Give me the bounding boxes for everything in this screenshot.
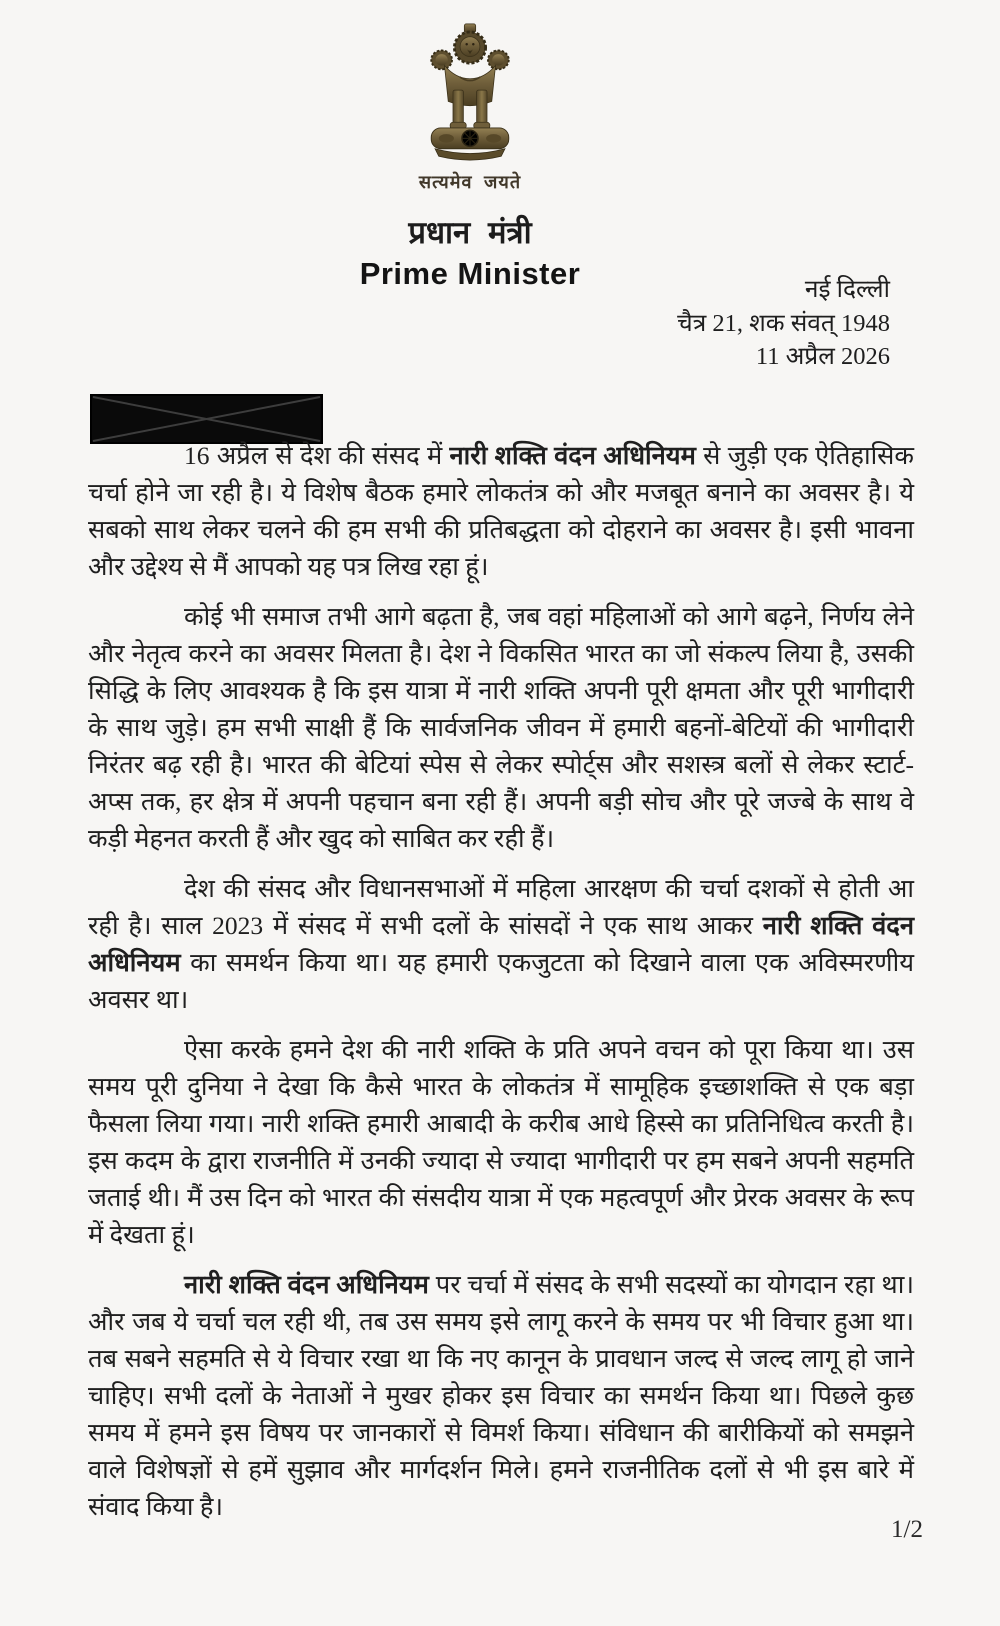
text-segment: का समर्थन किया था। यह हमारी एकजुटता को दिखाने वाला एक अविस्मरणीय अवसर था।	[88, 948, 914, 1014]
act-name-bold-text: नारी शक्ति वंदन अधिनियम	[184, 1270, 429, 1299]
act-name-bold-text: नारी शक्ति वंदन अधिनियम	[88, 911, 914, 977]
paragraph	[88, 437, 914, 585]
page-number: 1/2	[891, 1516, 923, 1543]
paragraph	[88, 870, 914, 1018]
pm-title-hindi: प्रधान मंत्री	[408, 215, 532, 250]
dateline-place: नई दिल्ली	[804, 276, 890, 303]
pm-title-english: Prime Minister	[359, 256, 581, 291]
text-segment: देश की संसद और विधानसभाओं में महिला आरक्षण की चर्चा दशकों से होती आ रही है। साल 2023 में संसद में सभी दलों के सांसदों ने एक साथ आकर	[88, 874, 914, 940]
text-segment: 16 अप्रैल से देश की संसद में	[184, 441, 450, 470]
text-segment: कोई भी समाज तभी आगे बढ़ता है, जब वहां महिलाओं को आगे बढ़ने, निर्णय लेने और नेतृत्व करने का अवसर मिलता है। देश ने विकसित भारत का जो संकल्प लिया है, उसकी सिद्धि के लिए आवश्यक है कि इस यात्रा में नारी शक्ति अपनी पूरी क्षमता और पूरी भागीदारी के साथ जुड़े। हम सभी साक्षी हैं कि सार्वजनिक जीवन में हमारी बहनों-बेटियों की भागीदारी निरंतर बढ़ रही है। भारत की बेटियां स्पेस से लेकर स्पोर्ट्स और सशस्त्र बलों से लेकर स्टार्ट-अप्स तक, हर क्षेत्र में अपनी पहचान बना रही हैं। अपनी बड़ी सोच और पूरे जज्बे के साथ वे कड़ी मेहनत करती हैं और खुद को साबित कर रही हैं।	[88, 602, 914, 853]
letter-body	[88, 437, 914, 1538]
text-segment: पर चर्चा में संसद के सभी सदस्यों का योगदान रहा था। और जब ये चर्चा चल रही थी, तब उस समय इसे लागू करने के समय पर भी विचार हुआ था। तब सबने सहमति से ये विचार रखा था कि नए कानून के प्रावधान जल्द से जल्द लागू हो जाने चाहिए। सभी दलों के नेताओं ने मुखर होकर इस विचार का समर्थन किया था। पिछले कुछ समय में हमने इस विषय पर जानकारों से विमर्श किया। संविधान की बारीकियों को समझने वाले विशेषज्ञों से हमें सुझाव और मार्गदर्शन मिले। हमने राजनीतिक दलों से भी इस बारे में संवाद किया है।	[88, 1270, 914, 1521]
act-name-bold-text: नारी शक्ति वंदन अधिनियम	[449, 441, 696, 470]
dateline-saka-date: चैत्र 21, शक संवत् 1948	[677, 309, 890, 337]
emblem-caption: सत्यमेव जयते	[418, 172, 522, 192]
national-emblem-icon	[418, 22, 522, 167]
text-segment: ऐसा करके हमने देश की नारी शक्ति के प्रति अपने वचन को पूरा किया था। उस समय पूरी दुनिया ने देखा कि कैसे भारत के लोकतंत्र में सामूहिक इच्छाशक्ति से एक बड़ा फैसला लिया गया। नारी शक्ति हमारी आबादी के करीब आधे हिस्से का प्रतिनिधित्व करती है। इस कदम के द्वारा राजनीति में उनकी ज्यादा से ज्यादा भागीदारी पर हम सबने अपनी सहमति जताई थी। मैं उस दिन को भारत की संसदीय यात्रा में एक महत्वपूर्ण और प्रेरक अवसर के रूप में देखता हूं।	[88, 1035, 914, 1249]
dateline-gregorian-date: 11 अप्रैल 2026	[755, 343, 890, 370]
paragraph	[88, 1266, 914, 1525]
letterhead	[0, 22, 940, 292]
text-segment: से जुड़ी एक ऐतिहासिक चर्चा होने जा रही है। ये विशेष बैठक हमारे लोकतंत्र को और मजबूत बनाने का अवसर है। ये सबको साथ लेकर चलने की हम सभी की प्रतिबद्धता को दोहराने का अवसर है। इसी भावना और उद्देश्य से मैं आपको यह पत्र लिख रहा हूं।	[88, 441, 914, 581]
paragraph	[88, 1031, 914, 1253]
dateline	[677, 273, 890, 374]
paragraph	[88, 598, 914, 857]
